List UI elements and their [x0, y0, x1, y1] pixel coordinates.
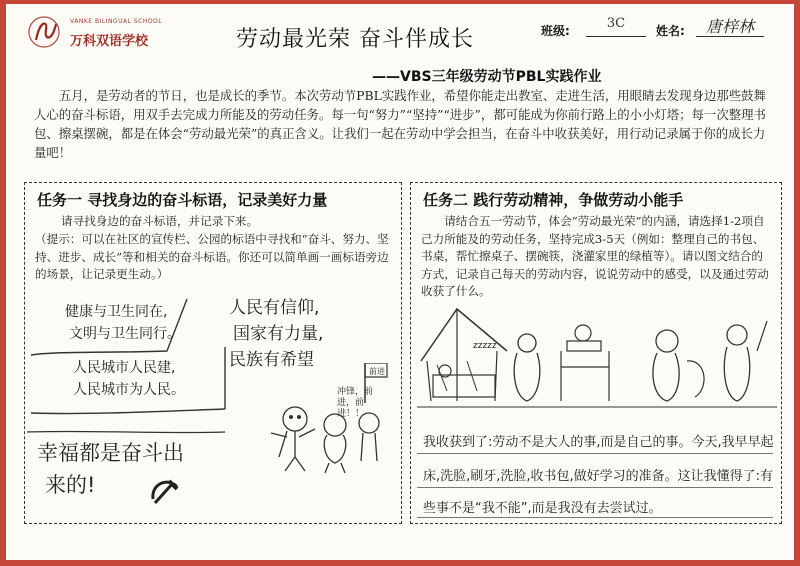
writing-line-3: [417, 517, 773, 518]
page-title: 劳动最光荣 奋斗伴成长: [236, 27, 474, 52]
reflection-line-3: 些事不是“我不能”,而是我没有去尝试过。: [423, 501, 662, 516]
slogan-1-line-2: 文明与卫生同行。: [69, 326, 181, 342]
writing-line-1: [417, 453, 773, 454]
shout-text: 冲锋，前进，前进！！: [337, 387, 374, 419]
school-logo-icon: [26, 14, 66, 50]
name-label: 姓名:: [656, 24, 685, 38]
task2-title: 任务二 践行劳动精神，争做劳动小能手: [423, 191, 684, 209]
worksheet-page: [6, 4, 794, 560]
slogan-2-line-1: 人民有信仰,: [229, 298, 320, 318]
task1-hint: （提示：可以在社区的宣传栏、公园的标语中寻找和“奋斗、努力、坚持、进步、成长”等和相关的奋斗标语。你还可以简单画一画标语旁边的场景，让记录更生动。）: [35, 232, 389, 281]
reflection-line-2: 床,洗脸,刷牙,洗脸,收书包,做好学习的准备。这让我懂得了:有: [423, 469, 774, 484]
slogan-3-line-1: 人民城市人民建,: [73, 360, 176, 376]
slogan-2-line-2: 国家有力量,: [233, 324, 324, 344]
daily-labor-drawing: [417, 301, 777, 413]
task1-panel: [24, 182, 402, 524]
slogan-4-line-2: 来的!: [45, 473, 96, 497]
writing-line-2: [417, 487, 773, 488]
slogan-1-line-1: 健康与卫生同在,: [65, 304, 168, 320]
slogan-4-line-1: 幸福都是奋斗出: [37, 441, 184, 465]
slogan-3-frame: [29, 343, 229, 423]
sleep-text: zzzzz: [473, 341, 497, 351]
task2-panel: [410, 182, 782, 524]
school-logo: [26, 12, 196, 50]
logo-chinese-name: 万科双语学校: [70, 34, 149, 49]
class-label: 班级:: [541, 24, 570, 38]
reflection-line-1: 我收获到了:劳动不是大人的事,而是自己的事。今天,我早早起: [423, 435, 774, 450]
logo-english-name: VANKE BILINGUAL SCHOOL: [70, 18, 163, 25]
page-subtitle: ——VBS三年级劳动节PBL实践作业: [372, 69, 602, 85]
slogan-4-divider: [27, 429, 227, 435]
name-field[interactable]: 唐梓林: [696, 14, 764, 37]
class-field[interactable]: 3C: [586, 16, 646, 37]
slogan-3-line-2: 人民城市为人民。: [73, 382, 185, 398]
task1-title: 任务一 寻找身边的奋斗标语，记录美好力量: [37, 191, 328, 209]
task2-instruction: 请结合五一劳动节，体会“劳动最光荣”的内涵，请选择1-2项自己力所能及的劳动任务，坚持完成3-5天（例如：整理自己的书包、书桌，帮忙擦桌子、摆碗筷，浇灌家里的绿植等）。请以图文结合的方式，记录自己每天的劳动内容，说说劳动中的感受，以及通过劳动收获了什么。: [421, 214, 769, 298]
task1-instruction: 请寻找身边的奋斗标语，并记录下来。: [61, 214, 259, 228]
slogan-2-line-3: 民族有希望: [229, 350, 314, 370]
intro-paragraph: 五月，是劳动者的节日，也是成长的季节。本次劳动节PBL实践作业，希望你能走出教室、走进生活，用眼睛去发现身边那些鼓舞人心的奋斗标语，用双手去完成力所能及的劳动任务。每一句“努力”“坚持”“进步”，都可能成为你前行路上的小小灯塔；每一次整理书包、擦桌摆碗，都是在体会“劳动最光荣”的真正含义。让我们一起在劳动中学会担当，在奋斗中收获美好，用行动记录属于你的成长力量吧！: [34, 88, 766, 160]
hammer-sickle-icon: [145, 473, 185, 509]
flag-text: 前进: [369, 367, 385, 376]
